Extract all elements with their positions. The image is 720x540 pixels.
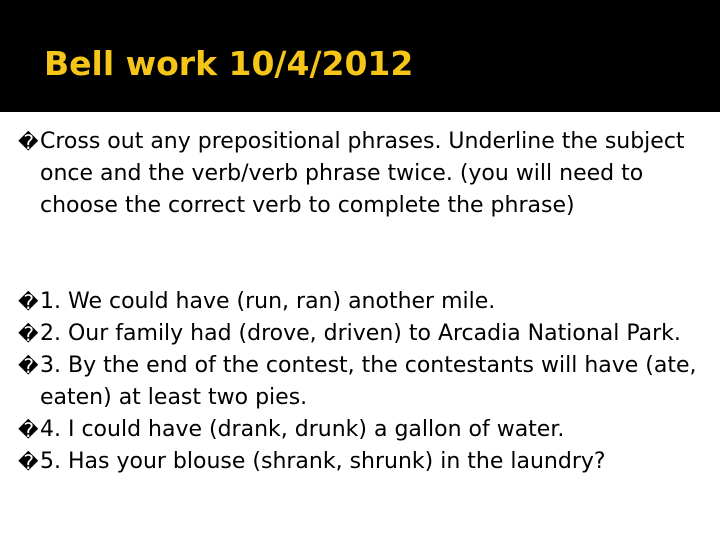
instruction-bullet — [18, 126, 700, 222]
title-bar — [0, 0, 720, 112]
list-item — [18, 446, 700, 478]
list-item-text: 1. We could have (run, ran) another mile. — [40, 289, 496, 314]
list-item-text: 3. By the end of the contest, the contestants will have (ate, eaten) at least two pies. — [40, 353, 697, 410]
exercise-list — [18, 286, 700, 478]
instruction-text: Cross out any prepositional phrases. Underline the subject once and the verb/verb phrase twice. (you will need to choose the correct verb to complete the phrase) — [40, 129, 685, 218]
bullet-glyph-icon: � — [18, 354, 39, 378]
bullet-glyph-icon: � — [18, 418, 39, 442]
slide-title: Bell work 10/4/2012 — [44, 44, 414, 83]
list-item-text: 5. Has your blouse (shrank, shrunk) in the laundry? — [40, 449, 606, 474]
list-item-text: 2. Our family had (drove, driven) to Arcadia National Park. — [40, 321, 681, 346]
list-item — [18, 414, 700, 446]
bullet-glyph-icon: � — [18, 322, 39, 346]
list-item — [18, 318, 700, 350]
list-item-text: 4. I could have (drank, drunk) a gallon of water. — [40, 417, 565, 442]
bullet-glyph-icon: � — [18, 290, 39, 314]
list-item — [18, 350, 700, 414]
bullet-glyph-icon: � — [18, 450, 39, 474]
list-item — [18, 286, 700, 318]
bullet-glyph-icon: � — [18, 130, 39, 154]
